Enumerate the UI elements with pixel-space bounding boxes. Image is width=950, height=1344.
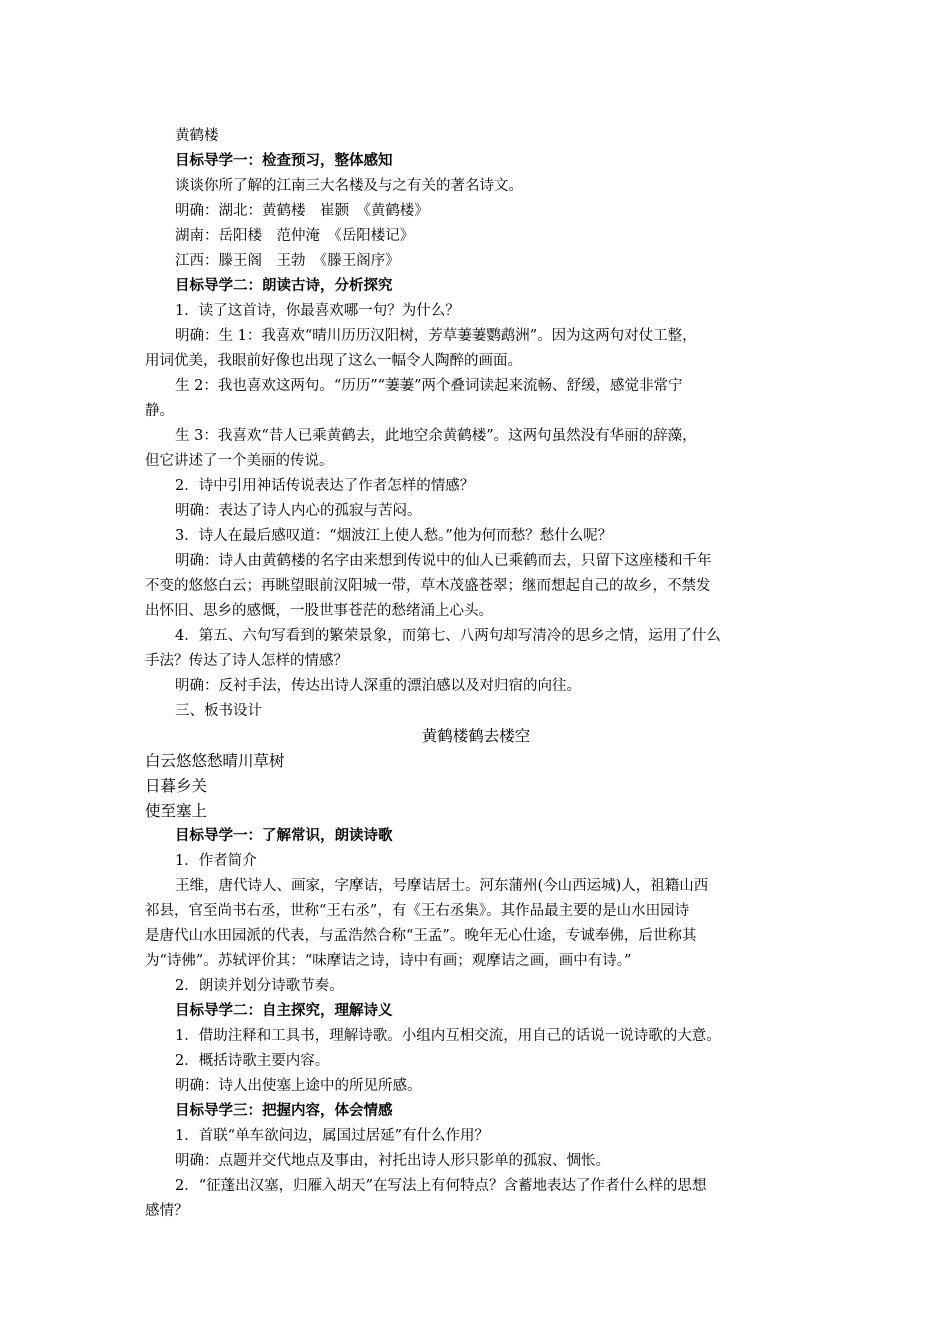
board-line: 使至塞上 — [145, 802, 208, 820]
document-page — [145, 124, 807, 1224]
section-heading: 目标导学三：把握内容，体会情感 — [175, 1103, 393, 1119]
text-line: 4．第五、六句写看到的繁荣景象，而第七、八两句却写清冷的思乡之情，运用了什么 — [175, 628, 721, 644]
board-line: 黄鹤楼鹤去楼空 — [421, 727, 531, 745]
section-heading: 目标导学一：了解常识，朗读诗歌 — [175, 828, 393, 844]
text-line: 明确：点题并交代地点及事由，衬托出诗人形只影单的孤寂、惆怅。 — [175, 1153, 610, 1169]
text-line: 1．借助注释和工具书，理解诗歌。小组内互相交流，用自己的话说一说诗歌的大意。 — [175, 1028, 721, 1044]
text-line: 黄鹤楼 — [175, 128, 219, 144]
text-line: 不变的悠悠白云；再眺望眼前汉阳城一带，草木茂盛苍翠；继而想起自己的故乡，不禁发 — [145, 578, 711, 594]
text-line: 明确：反衬手法，传达出诗人深重的漂泊感以及对归宿的向往。 — [175, 678, 581, 694]
text-line: 2．诗中引用神话传说表达了作者怎样的情感？ — [175, 478, 475, 494]
text-line: 王维，唐代诗人、画家，字摩诘，号摩诘居士。河东蒲州(今山西运城)人，祖籍山西 — [175, 878, 709, 894]
text-line: 明确：生 1：我喜欢“晴川历历汉阳树，芳草萋萋鹦鹉洲”。因为这两句对仗工整， — [175, 328, 697, 344]
text-line: 生 2：我也喜欢这两句。“历历”“萋萋”两个叠词读起来流畅、舒缓，感觉非常宁 — [175, 378, 683, 394]
text-line: 手法？传达了诗人怎样的情感？ — [145, 653, 348, 669]
section-heading: 目标导学二：朗读古诗，分析探究 — [175, 278, 393, 294]
text-line: 明确：湖北：黄鹤楼 崔颢 《黄鹤楼》 — [175, 203, 429, 219]
text-line: 三、板书设计 — [175, 703, 262, 719]
board-line: 日暮乡关 — [145, 777, 208, 795]
text-line: 2．概括诗歌主要内容。 — [175, 1053, 330, 1069]
text-line: 1．作者简介 — [175, 853, 257, 869]
board-line: 白云悠悠愁晴川草树 — [145, 752, 285, 770]
text-line: 用词优美，我眼前好像也出现了这么一幅令人陶醉的画面。 — [145, 353, 522, 369]
text-line: 出怀旧、思乡的感慨，一股世事苍茫的愁绪涌上心头。 — [145, 603, 493, 619]
text-line: 3．诗人在最后感叹道：“烟波江上使人愁。”他为何而愁？愁什么呢？ — [175, 528, 613, 544]
section-heading: 目标导学二：自主探究，理解诗义 — [175, 1003, 393, 1019]
text-line: 是唐代山水田园派的代表，与孟浩然合称“王孟”。晚年无心仕途，专诚奉佛，后世称其 — [145, 928, 697, 944]
text-line: 感情？ — [145, 1203, 189, 1219]
text-line: 生 3：我喜欢“昔人已乘黄鹤去，此地空余黄鹤楼”。这两句虽然没有华丽的辞藻， — [175, 428, 697, 444]
section-heading: 目标导学一：检查预习，整体感知 — [175, 153, 393, 169]
text-line: 2．朗读并划分诗歌节奏。 — [175, 978, 344, 994]
text-line: 但它讲述了一个美丽的传说。 — [145, 453, 334, 469]
text-line: 谈谈你所了解的江南三大名楼及与之有关的著名诗文。 — [175, 178, 523, 194]
text-line: 明确：诗人出使塞上途中的所见所感。 — [175, 1078, 422, 1094]
text-line: 明确：表达了诗人内心的孤寂与苦闷。 — [175, 503, 422, 519]
text-line: 1．首联“单车欲问边，属国过居延”有什么作用？ — [175, 1128, 490, 1144]
text-line: 2．“征蓬出汉塞，归雁入胡天”在写法上有何特点？含蓄地表达了作者什么样的思想 — [175, 1178, 707, 1194]
text-line: 静。 — [145, 403, 174, 419]
text-line: 为“诗佛”。苏轼评价其：“味摩诘之诗，诗中有画；观摩诘之画，画中有诗。” — [145, 953, 632, 969]
text-line: 祁县，官至尚书右丞，世称“王右丞”，有《王右丞集》。其作品最主要的是山水田园诗 — [145, 903, 690, 919]
text-line: 江西：滕王阁 王勃 《滕王阁序》 — [175, 253, 400, 269]
text-line: 湖南：岳阳楼 范仲淹 《岳阳楼记》 — [175, 228, 415, 244]
text-line: 1．读了这首诗，你最喜欢哪一句？为什么？ — [175, 303, 460, 319]
text-line: 明确：诗人由黄鹤楼的名字由来想到传说中的仙人已乘鹤而去，只留下这座楼和千年 — [175, 553, 712, 569]
